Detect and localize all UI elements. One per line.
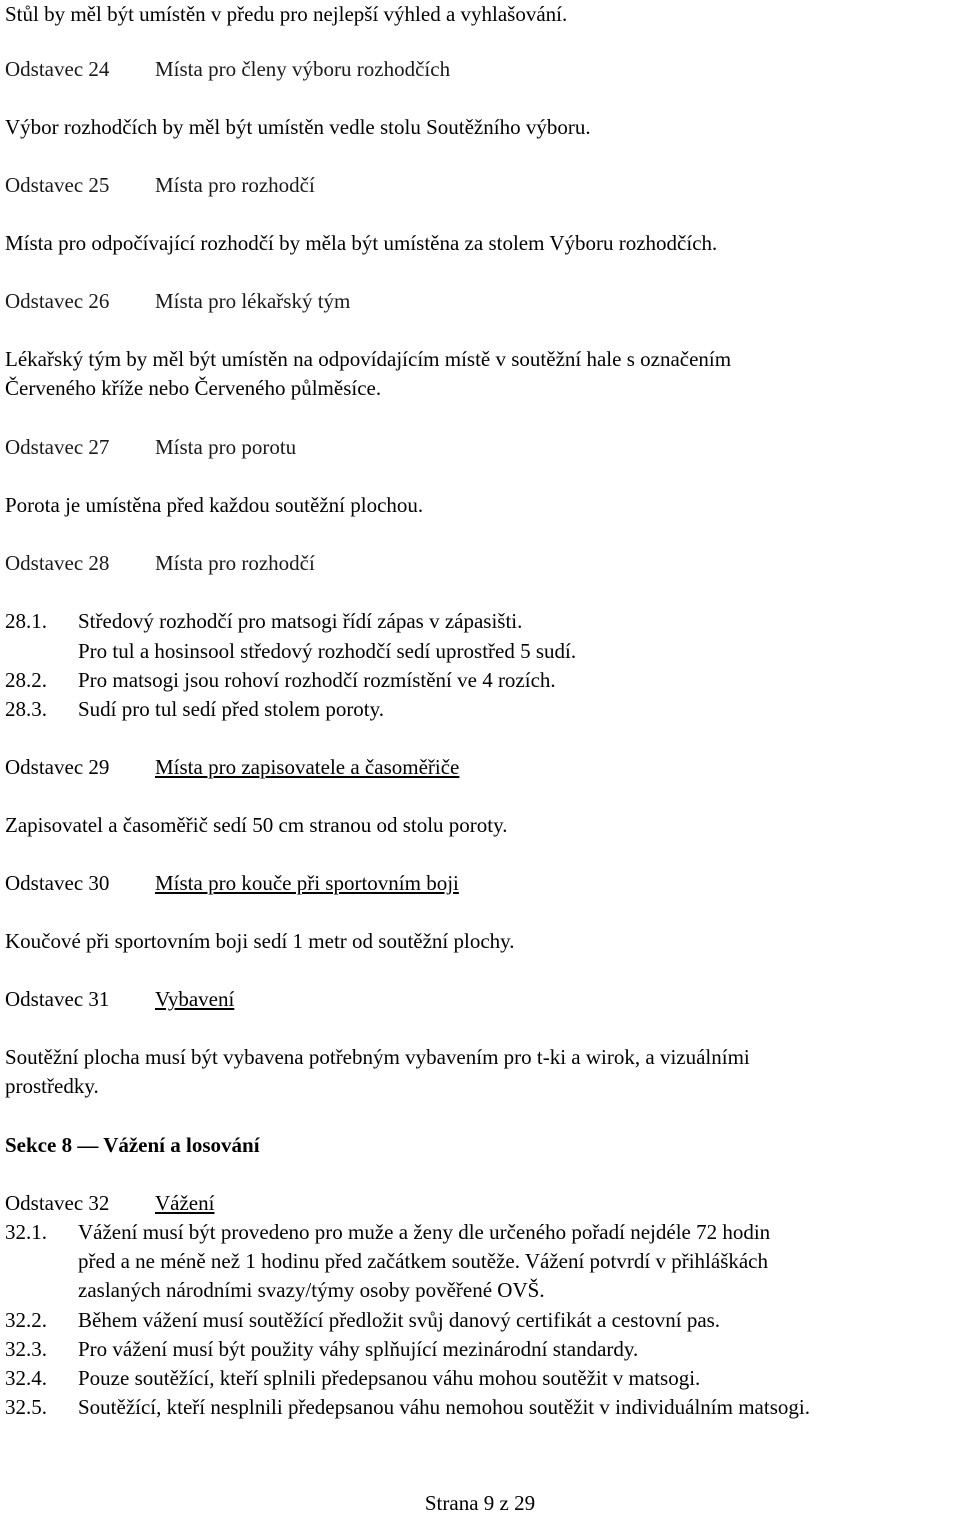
heading-title: Místa pro porotu <box>155 435 297 459</box>
paragraph-text: prostředky. <box>5 1074 99 1098</box>
list-item-number: 32.3. <box>5 1337 47 1361</box>
heading-number: Odstavec 30 <box>5 871 110 895</box>
list-item-text: Středový rozhodčí pro matsogi řídí zápas v zápasišti. <box>78 609 523 633</box>
paragraph-text: Lékařský tým by měl být umístěn na odpovídajícím místě v soutěžní hale s označením <box>5 347 732 371</box>
list-item-number: 32.5. <box>5 1395 47 1419</box>
heading-title: Místa pro rozhodčí <box>155 551 315 575</box>
section-heading-27 <box>5 433 296 461</box>
heading-title: Vybavení <box>155 987 235 1011</box>
paragraph-text: Porota je umístěna před každou soutěžní plochou. <box>5 493 424 517</box>
heading-number: Odstavec 32 <box>5 1191 110 1215</box>
heading-number: Odstavec 31 <box>5 987 110 1011</box>
heading-number: Odstavec 26 <box>5 289 110 313</box>
section-heading-29 <box>5 753 459 781</box>
heading-title: Vážení <box>155 1191 215 1215</box>
list-item-number: 32.1. <box>5 1220 47 1244</box>
list-item-number: 28.3. <box>5 697 47 721</box>
paragraph-text: Výbor rozhodčích by měl být umístěn vedle stolu Soutěžního výboru. <box>5 115 591 139</box>
paragraph-text: Místa pro odpočívající rozhodčí by měla být umístěna za stolem Výboru rozhodčích. <box>5 231 718 255</box>
paragraph-text: Koučové při sportovním boji sedí 1 metr od soutěžní plochy. <box>5 929 515 953</box>
paragraph-text: Stůl by měl být umístěn v předu pro nejlepší výhled a vyhlašování. <box>5 2 568 26</box>
section-heading-30 <box>5 869 459 897</box>
heading-number: Odstavec 24 <box>5 57 110 81</box>
section-heading-25 <box>5 171 315 199</box>
heading-title: Místa pro lékařský tým <box>155 289 351 313</box>
heading-number: Odstavec 27 <box>5 435 110 459</box>
page-footer: Strana 9 z 29 <box>424 1491 536 1515</box>
list-item-number: 28.2. <box>5 668 47 692</box>
heading-number: Odstavec 28 <box>5 551 110 575</box>
list-item-text: Během vážení musí soutěžící předložit svůj danový certifikát a cestovní pas. <box>78 1308 721 1332</box>
heading-title: Místa pro členy výboru rozhodčích <box>155 57 451 81</box>
heading-number: Odstavec 25 <box>5 173 110 197</box>
list-item-text: zaslaných národními svazy/týmy osoby pověřené OVŠ. <box>78 1278 545 1302</box>
section-heading-24 <box>5 55 450 83</box>
list-item-text: Pro tul a hosinsool středový rozhodčí sedí uprostřed 5 sudí. <box>78 639 577 663</box>
list-item-text: před a ne méně než 1 hodinu před začátkem soutěže. Vážení potvrdí v přihláškách <box>78 1249 769 1273</box>
paragraph-text: Zapisovatel a časoměřič sedí 50 cm stranou od stolu poroty. <box>5 813 508 837</box>
list-item-number: 28.1. <box>5 609 47 633</box>
list-item-text: Pro matsogi jsou rohoví rozhodčí rozmístění ve 4 rozích. <box>78 668 556 692</box>
section-heading-31 <box>5 985 234 1013</box>
list-item-number: 32.2. <box>5 1308 47 1332</box>
section-8-heading: Sekce 8 — Vážení a losování <box>5 1133 260 1157</box>
heading-title: Místa pro zapisovatele a časoměřiče <box>155 755 460 779</box>
list-item-text: Vážení musí být provedeno pro muže a ženy dle určeného pořadí nejdéle 72 hodin <box>78 1220 771 1244</box>
paragraph-text: Červeného kříže nebo Červeného půlměsíce. <box>5 376 382 400</box>
section-heading-26 <box>5 287 350 315</box>
paragraph-text: Soutěžní plocha musí být vybavena potřebným vybavením pro t-ki a wirok, a vizuálními <box>5 1045 750 1069</box>
heading-title: Místa pro rozhodčí <box>155 173 315 197</box>
list-item-text: Pro vážení musí být použity váhy splňující mezinárodní standardy. <box>78 1337 639 1361</box>
list-item-text: Soutěžící, kteří nesplnili předepsanou váhu nemohou soutěžit v individuálním matsogi. <box>78 1395 810 1419</box>
list-item-number: 32.4. <box>5 1366 47 1390</box>
section-heading-28 <box>5 549 315 577</box>
heading-title: Místa pro kouče při sportovním boji <box>155 871 459 895</box>
list-item-text: Pouze soutěžící, kteří splnili předepsanou váhu mohou soutěžit v matsogi. <box>78 1366 701 1390</box>
list-item-text: Sudí pro tul sedí před stolem poroty. <box>78 697 385 721</box>
heading-number: Odstavec 29 <box>5 755 110 779</box>
section-heading-32 <box>5 1189 214 1217</box>
